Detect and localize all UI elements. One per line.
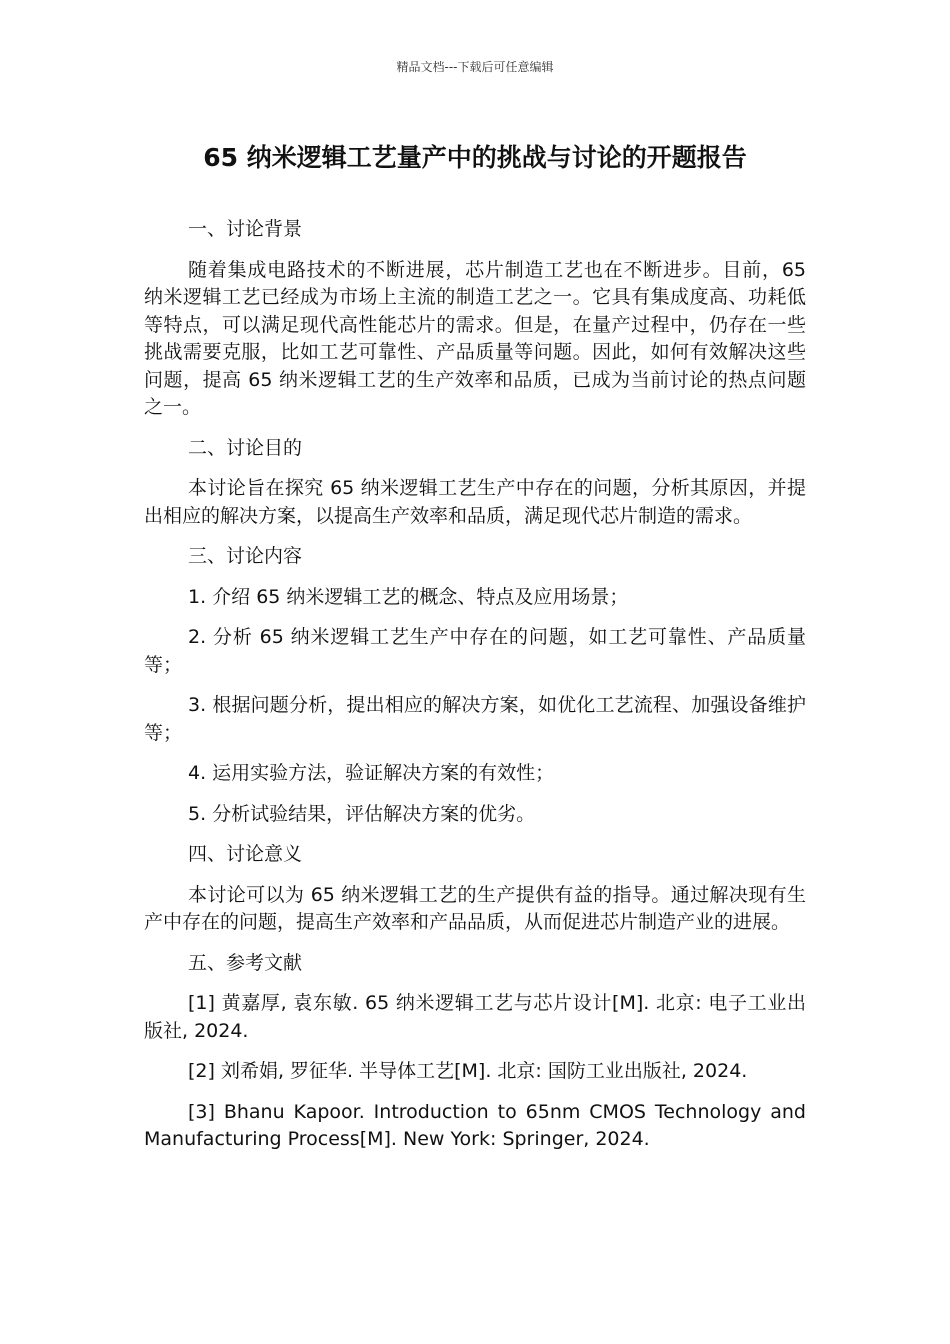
reference-item-1: [1] 黄嘉厚, 袁东敏. 65 纳米逻辑工艺与芯片设计[M]. 北京: 电子工业出版社, 2024.: [144, 992, 806, 1042]
content-item-4: 4. 运用实验方法，验证解决方案的有效性；: [188, 762, 555, 784]
purpose-paragraph: 本讨论旨在探究 65 纳米逻辑工艺生产中存在的问题，分析其原因，并提出相应的解决方案，以提高生产效率和品质，满足现代芯片制造的需求。: [144, 477, 806, 527]
content-item-2: 2. 分析 65 纳米逻辑工艺生产中存在的问题，如工艺可靠性、产品质量等；: [144, 626, 806, 676]
section-heading-references: 五、参考文献: [188, 951, 303, 974]
section-heading-significance: 四、讨论意义: [188, 843, 303, 865]
content-item-1: 1. 介绍 65 纳米逻辑工艺的概念、特点及应用场景；: [188, 585, 629, 608]
section-heading-content: 三、讨论内容: [188, 545, 303, 567]
reference-item-2: [2] 刘希娟, 罗征华. 半导体工艺[M]. 北京: 国防工业出版社, 2024.: [188, 1060, 748, 1082]
document-title: 65 纳米逻辑工艺量产中的挑战与讨论的开题报告: [203, 143, 747, 172]
content-item-3: 3. 根据问题分析，提出相应的解决方案，如优化工艺流程、加强设备维护等；: [144, 694, 806, 744]
header-note: 精品文档---下载后可任意编辑: [396, 60, 554, 74]
reference-item-3: [3] Bhanu Kapoor. Introduction to 65nm CMOS Technology and Manufacturing Process[M]. New York: Springer, 2024.: [144, 1100, 806, 1150]
document-body: [144, 216, 806, 1167]
content-item-5: 5. 分析试验结果，评估解决方案的优劣。: [188, 802, 536, 825]
significance-paragraph: 本讨论可以为 65 纳米逻辑工艺的生产提供有益的指导。通过解决现有生产中存在的问题，提高生产效率和产品品质，从而促进芯片制造产业的进展。: [144, 883, 806, 933]
section-heading-background: 一、讨论背景: [188, 218, 303, 240]
section-heading-purpose: 二、讨论目的: [188, 436, 303, 459]
background-paragraph: 随着集成电路技术的不断进展，芯片制造工艺也在不断进步。目前，65 纳米逻辑工艺已经成为市场上主流的制造工艺之一。它具有集成度高、功耗低等特点，可以满足现代高性能芯片的需求。但是，在量产过程中，仍存在一些挑战需要克服，比如工艺可靠性、产品质量等问题。因此，如何有效解决这些问题，提高 65 纳米逻辑工艺的生产效率和品质，已成为当前讨论的热点问题之一。: [144, 258, 806, 418]
